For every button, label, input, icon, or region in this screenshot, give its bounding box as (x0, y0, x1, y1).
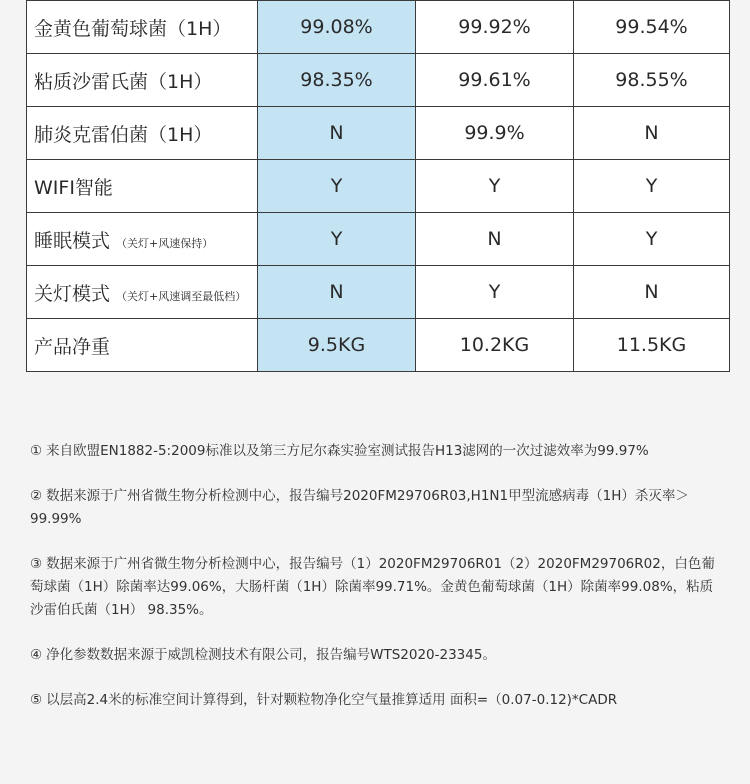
footnote-text: 净化参数数据来源于威凯检测技术有限公司，报告编号WTS2020-23345。 (46, 647, 496, 663)
row-label: 睡眠模式 (34, 229, 111, 252)
table-row (27, 54, 730, 107)
row-label-cell (27, 107, 258, 160)
row-label: 关灯模式 (34, 282, 111, 305)
row-label: 产品净重 (34, 335, 111, 358)
value-cell-col2: 99.92% (416, 1, 574, 54)
footnote-number: ③ (30, 556, 43, 572)
footnote (30, 644, 720, 667)
row-label-cell (27, 54, 258, 107)
value-cell-col3: 11.5KG (574, 319, 730, 372)
row-label: WIFI智能 (34, 176, 113, 199)
table-body (27, 1, 730, 372)
row-label: 肺炎克雷伯菌（1H） (34, 123, 213, 146)
row-label-cell (27, 1, 258, 54)
value-cell-col3: N (574, 266, 730, 319)
footnote (30, 440, 720, 463)
row-label-cell (27, 319, 258, 372)
value-cell-col2: 99.9% (416, 107, 574, 160)
table-row (27, 319, 730, 372)
footnote-text: 来自欧盟EN1882-5:2009标准以及第三方尼尔森实验室测试报告H13滤网的一次过滤效率为99.97% (46, 443, 649, 459)
value-cell-col3: Y (574, 213, 730, 266)
value-cell-col1: 99.08% (258, 1, 416, 54)
value-cell-col1: 9.5KG (258, 319, 416, 372)
value-cell-col1: 98.35% (258, 54, 416, 107)
row-label: 粘质沙雷氏菌（1H） (34, 70, 213, 93)
footnote-text: 以层高2.4米的标准空间计算得到，针对颗粒物净化空气量推算适用 面积=（0.07-0.12)*CADR (46, 692, 618, 708)
value-cell-col2: 10.2KG (416, 319, 574, 372)
row-label: 金黄色葡萄球菌（1H） (34, 17, 232, 40)
table-row (27, 1, 730, 54)
row-label-note: （关灯+风速保持） (116, 236, 214, 250)
value-cell-col1: Y (258, 213, 416, 266)
row-label-note: （关灯+风速调至最低档） (116, 289, 247, 303)
value-cell-col3: 98.55% (574, 54, 730, 107)
value-cell-col3: 99.54% (574, 1, 730, 54)
value-cell-col2: N (416, 213, 574, 266)
spec-table (26, 0, 730, 372)
footnote-number: ① (30, 443, 43, 459)
value-cell-col2: 99.61% (416, 54, 574, 107)
row-label-cell (27, 213, 258, 266)
table-row (27, 266, 730, 319)
value-cell-col1: N (258, 266, 416, 319)
footnote-number: ④ (30, 647, 43, 663)
footnote (30, 689, 720, 712)
value-cell-col3: Y (574, 160, 730, 213)
footnote-number: ② (30, 488, 43, 504)
footnote (30, 553, 720, 622)
footnote-text: 数据来源于广州省微生物分析检测中心，报告编号（1）2020FM29706R01（2）2020FM29706R02，白色葡萄球菌（1H）除菌率达99.06%，大肠杆菌（1H）除菌率99.71%。金黄色葡萄球菌（1H）除菌率99.08%，粘质沙雷伯氏菌（1H） 98.35%。 (30, 556, 715, 618)
footnote-number: ⑤ (30, 692, 43, 708)
value-cell-col2: Y (416, 160, 574, 213)
row-label-cell (27, 266, 258, 319)
comparison-table (26, 0, 730, 372)
footnote (30, 485, 720, 531)
value-cell-col3: N (574, 107, 730, 160)
value-cell-col1: N (258, 107, 416, 160)
table-row (27, 160, 730, 213)
value-cell-col1: Y (258, 160, 416, 213)
value-cell-col2: Y (416, 266, 574, 319)
table-row (27, 107, 730, 160)
footnote-text: 数据来源于广州省微生物分析检测中心，报告编号2020FM29706R03,H1N1甲型流感病毒（1H）杀灭率＞99.99% (30, 488, 689, 527)
row-label-cell (27, 160, 258, 213)
table-row (27, 213, 730, 266)
footnotes (30, 440, 720, 734)
